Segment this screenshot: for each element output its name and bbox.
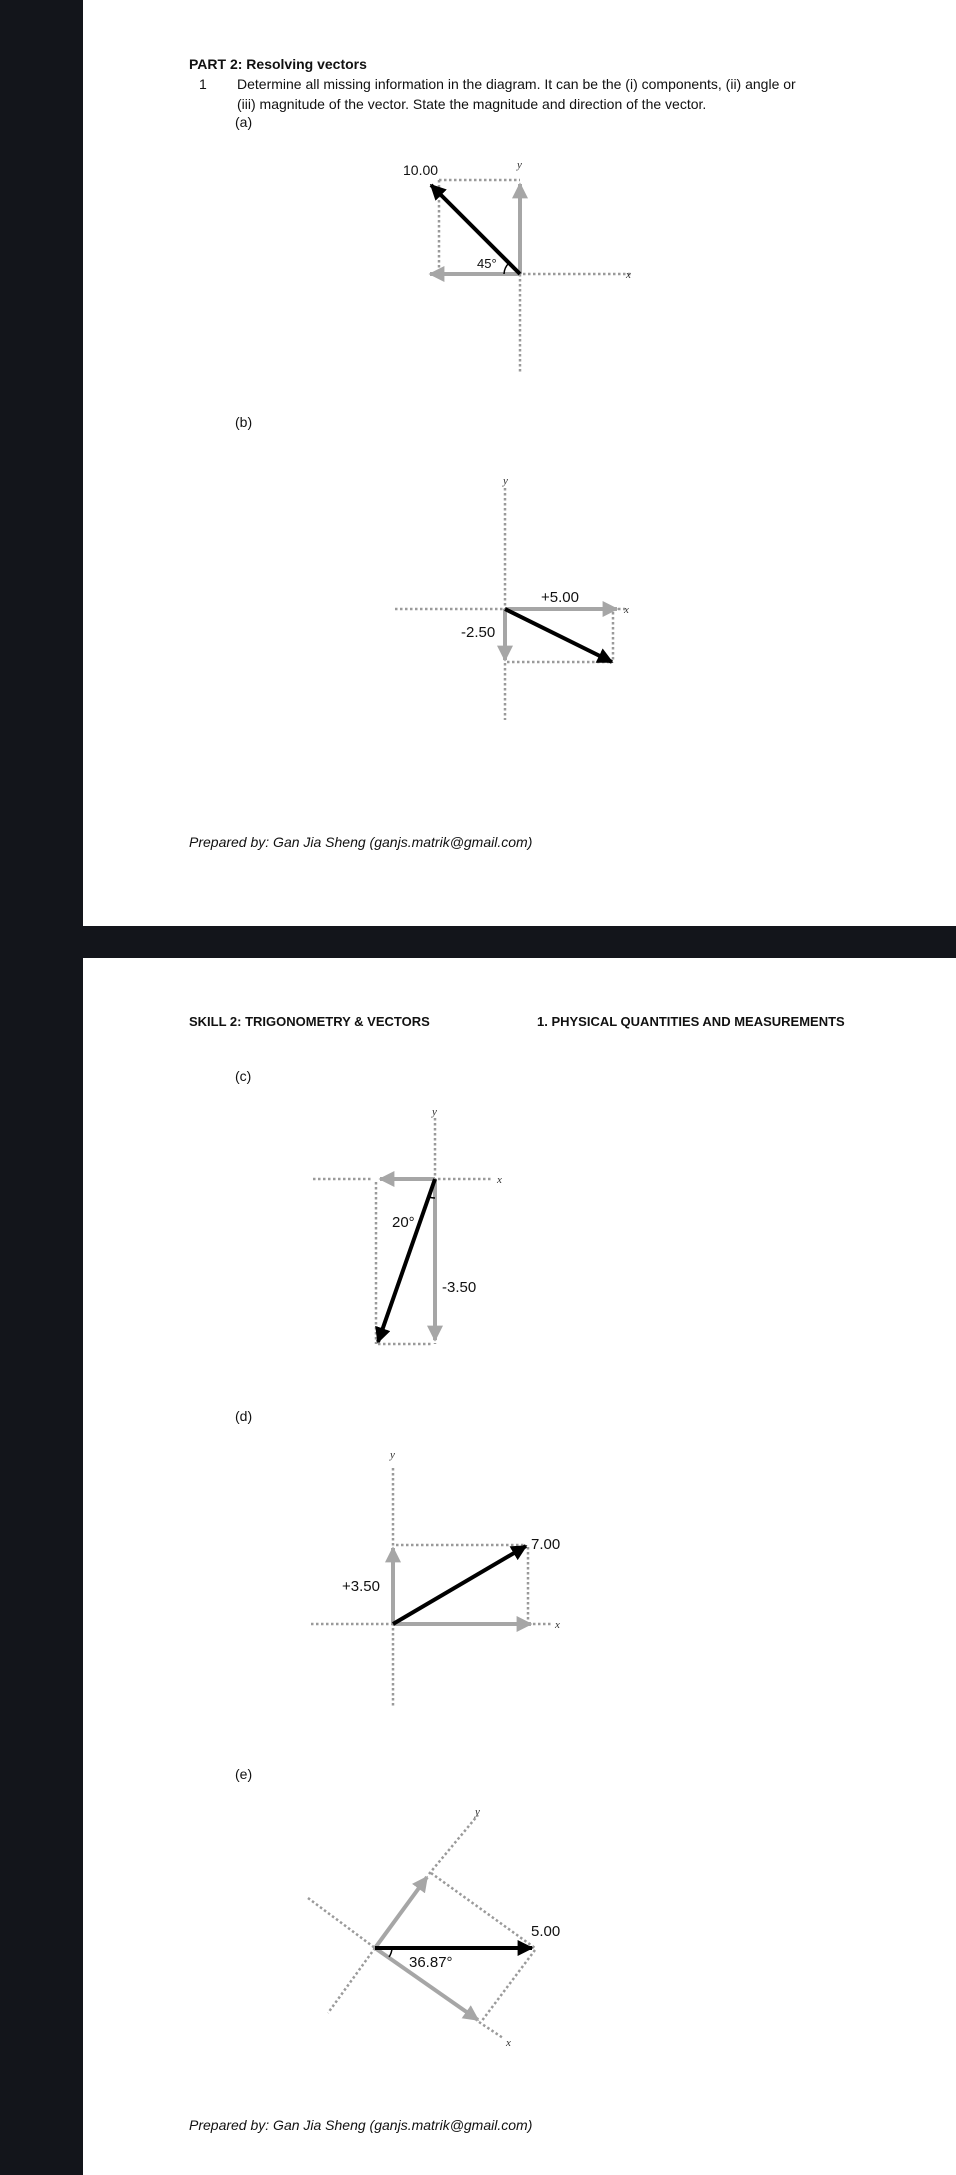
diagram-e-angle-label: 36.87° xyxy=(409,1954,453,1971)
diagram-e-dotted-top xyxy=(431,1873,535,1948)
page-1-footer: Prepared by: Gan Jia Sheng (ganjs.matrik@gmail.com) xyxy=(189,834,533,850)
diagram-d xyxy=(311,1449,560,1708)
diagram-a-vector-arrow xyxy=(431,185,520,274)
diagram-a-angle-label: 45° xyxy=(477,256,497,271)
diagram-e-y-axis-positive xyxy=(429,1815,478,1874)
diagram-d-x-axis-label: x xyxy=(555,1619,560,1631)
question-number: 1 xyxy=(199,76,207,92)
diagram-e-y-axis-label: y xyxy=(475,1806,480,1818)
page-2-footer: Prepared by: Gan Jia Sheng (ganjs.matrik@gmail.com) xyxy=(189,2117,533,2133)
diagram-a-magnitude-label: 10.00 xyxy=(403,162,439,178)
diagram-b-x-axis-label: x xyxy=(624,604,629,616)
part-label-d: (d) xyxy=(235,1408,253,1424)
diagram-b-vector-arrow xyxy=(505,609,612,662)
diagram-a-x-axis-label: x xyxy=(626,269,631,281)
diagram-c xyxy=(313,1106,502,1344)
diagram-d-y-component-label: +3.50 xyxy=(342,1578,380,1595)
diagram-b-y-axis-label: y xyxy=(503,475,508,487)
diagram-c-vector-arrow xyxy=(378,1179,435,1342)
diagram-e-x-axis-label: x xyxy=(506,2037,511,2049)
diagram-c-y-component-label: -3.50 xyxy=(442,1279,477,1296)
diagram-d-y-axis-label: y xyxy=(390,1449,395,1461)
instruction-line-1: Determine all missing information in the diagram. It can be the (i) components, (ii) angle or xyxy=(237,76,796,92)
part-label-a: (a) xyxy=(235,114,253,130)
diagram-e-y-axis-negative xyxy=(328,1948,375,2013)
diagram-c-y-axis-label: y xyxy=(432,1106,437,1118)
header-skill: SKILL 2: TRIGONOMETRY & VECTORS xyxy=(189,1014,430,1029)
header-topic: 1. PHYSICAL QUANTITIES AND MEASUREMENTS xyxy=(537,1014,845,1029)
diagram-a-y-axis-label: y xyxy=(517,159,522,171)
diagram-a xyxy=(403,159,631,372)
diagram-e-y-component-arrow xyxy=(375,1877,427,1948)
section-title: PART 2: Resolving vectors xyxy=(189,56,367,72)
diagram-d-vector-arrow xyxy=(393,1546,526,1624)
part-label-b: (b) xyxy=(235,414,253,430)
worksheet-page-2 xyxy=(83,958,956,2175)
diagram-b xyxy=(395,475,629,720)
diagram-b-x-component-label: +5.00 xyxy=(541,589,579,606)
vector-diagrams-page-2 xyxy=(83,958,956,2175)
diagram-e-magnitude-label: 5.00 xyxy=(531,1923,561,1940)
worksheet-page-1 xyxy=(83,0,956,926)
diagram-b-y-component-label: -2.50 xyxy=(461,624,496,641)
diagram-d-magnitude-label: 7.00 xyxy=(531,1536,561,1553)
diagram-e-dotted-bottom xyxy=(481,1950,535,2022)
diagram-e-x-axis-negative xyxy=(308,1898,375,1948)
part-label-e: (e) xyxy=(235,1766,253,1782)
diagram-e-x-axis-positive xyxy=(479,2022,503,2038)
diagram-c-x-axis-label: x xyxy=(497,1174,502,1186)
diagram-e xyxy=(308,1806,560,2049)
instruction-line-2: (iii) magnitude of the vector. State the magnitude and direction of the vector. xyxy=(237,96,707,112)
part-label-c: (c) xyxy=(235,1068,252,1084)
vector-diagrams-page-1 xyxy=(83,0,956,926)
diagram-c-angle-label: 20° xyxy=(392,1214,415,1231)
